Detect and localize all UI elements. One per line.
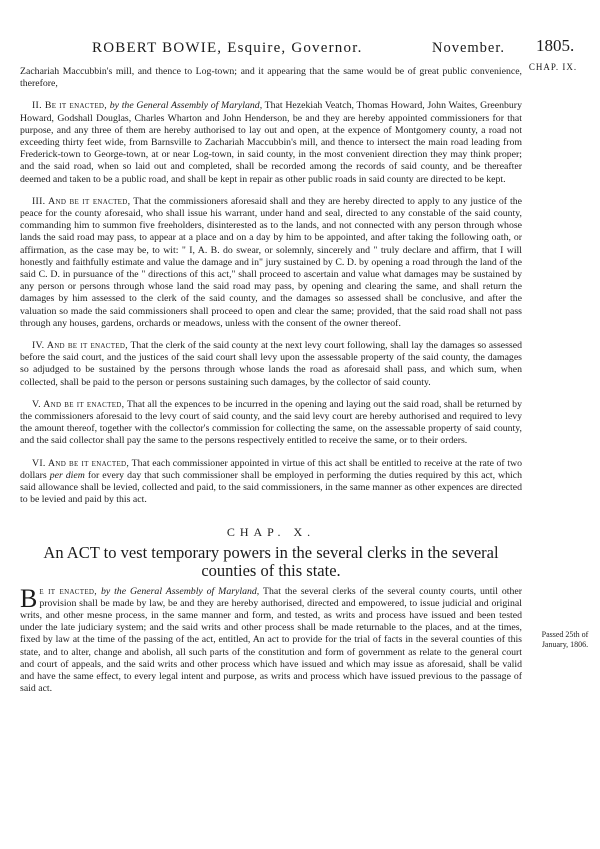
opening-paragraph: Zachariah Maccubbin's mill, and thence to Log-town; and it appearing that the same would be of great public convenience, therefore,: [20, 66, 522, 90]
section-3: [20, 196, 522, 330]
chapter-x-lead-italic: by the General Assembly of Maryland,: [100, 585, 260, 597]
section-4-lead: IV. And be it enacted,: [32, 340, 128, 352]
section-6-text-italic: per diem: [49, 469, 85, 481]
chapter-x-paragraph: [20, 583, 522, 696]
running-head-month: November.: [432, 40, 506, 56]
margin-chapter-note: CHAP. IX.: [528, 62, 578, 72]
section-6-text-before: That each commissioner appointed in virtue of this act shall be entitled to receive at the rate of two dollars: [20, 457, 523, 481]
body-text-column: [20, 66, 522, 705]
section-6-lead: VI. And be it enacted,: [32, 457, 130, 469]
section-2-text: That Hezekiah Veatch, Thomas Howard, John Waites, Greenbury Howard, Godshall Douglas, Charles Wharton and John Henderson, be and they are hereby appointed commissioners for that purpose, and any three of them are hereby authorised to lay out and open, at the expence of Montgomery county, a road not exceeding thirty feet wide, from Barnsville to Zachariah Maccubbin's mill, and thence to intersect the main road leading from Frederick-town to George-town, at or near Log-town, in said county, in the most convenient direction they may think proper; and the said road, when so laid out and completed, shall be recorded among the records of said county, and be thereafter deemed and taken to be a public road, and shall be kept in repair as other public roads in said county are directed to be kept.: [20, 100, 522, 185]
section-5-lead: V. And be it enacted,: [32, 398, 125, 410]
drop-cap: B: [20, 583, 38, 613]
running-head-year: 1805.: [536, 36, 575, 55]
section-6-text-after: for every day that such commissioner shall be employed in performing the duties required by this act, which said allowance shall be levied, collected and paid, to the said commissioners, in the same manner as other expences are directed to be levied and paid by this act.: [20, 469, 522, 506]
running-head: [0, 36, 600, 62]
chapter-x-heading: CHAP. X.: [226, 524, 316, 539]
section-5: [20, 399, 522, 448]
chapter-x-lead: e it enacted,: [39, 585, 98, 597]
section-2: [20, 100, 522, 185]
section-6: [20, 458, 522, 507]
section-5-text: That all the expences to be incurred in the opening and laying out the said road, shall be returned by the commissioners aforesaid to the levy court of said county, and the said levy court are hereby authorised and required to levy the amount thereof, together with the collector's commission for collecting the same, on the assessable property of said county, and the said collector shall pay the same to the persons respectively entitled to receive the same, or to their orders.: [20, 398, 522, 447]
margin-date-note: Passed 25th of January, 1806.: [541, 630, 589, 649]
running-head-title: ROBERT BOWIE, Esquire, Governor.: [92, 40, 363, 56]
chapter-x-text: That the several clerks of the several county courts, until other provision shall be made by law, be and they are hereby authorised, directed and empowered, to issue judicial and original writs, and other mesne process, in the same manner and form, and tested, as writs and process have issued and been tested under the late judiciary system; and the said writs and other process shall be made returnable to the places, and at the times, fixed by law at the time of the passing of the act, entitled, An act to provide for the trial of facts in the several counties of this state, and to alter, change and abolish, all such parts of the constitution and form of government as relate to the general court and court of appeals, and the said writs and other process which have issued and which may issue as aforesaid, shall be valid and have the same effect, to every legal intent and purpose, as writs and process which have issued previous to the passage of said act.: [20, 585, 522, 695]
section-4: [20, 340, 522, 389]
section-3-text: That the commissioners aforesaid shall and they are hereby directed to apply to any justice of the peace for the county aforesaid, who shall issue his warrant, under hand and seal, directed to any constable of the said county, commanding him to summon five freeholders, disinterested as to the lands, and not connected with any person through whose lands the said road may pass, to appear at a place and on a day by him to be appointed, and after taking the following oath, or affirmation, as the case may be, to wit: " I, A. B. do swear, or solemnly, sincerely and " truly declare and affirm, that I will honestly and faithfully estimate and value the damage and in" jury sustained by C. D. by opening a road through the land of the said C. D. in pursuance of the " directions of this act," shall proceed to ascertain and value what damages may be sustained by any person or persons through whose land the said road may pass, by opening and clearing the same, and shall return the damages by him assessed to the clerk of the said county, and the damages so assessed shall be conclusive, and after the valuation so made the said commissioners shall proceed to open and clear the same; provided, that the said road shall not pass through any houses, gardens, orchards or meadows, unless with the consent of the owner thereof.: [20, 195, 522, 329]
section-2-lead: II. Be it enacted,: [32, 100, 108, 112]
section-4-text: That the clerk of the said county at the next levy court following, shall lay the damages so assessed before the said court, and the justices of the said court shall levy upon the assessable property of the said county, the damages so adjudged to be sustained by the persons through whose lands the road as aforesaid shall pass, and which sum, when collected, shall be paid to the person or persons sustaining such damages, by the collector of said county.: [20, 340, 522, 388]
chapter-x-act-title: An ACT to vest temporary powers in the several clerks in the several counties of this state.: [43, 542, 499, 580]
section-2-lead-italic: by the General Assembly of Maryland,: [109, 100, 263, 112]
section-3-lead: III. And be it enacted,: [32, 195, 131, 207]
